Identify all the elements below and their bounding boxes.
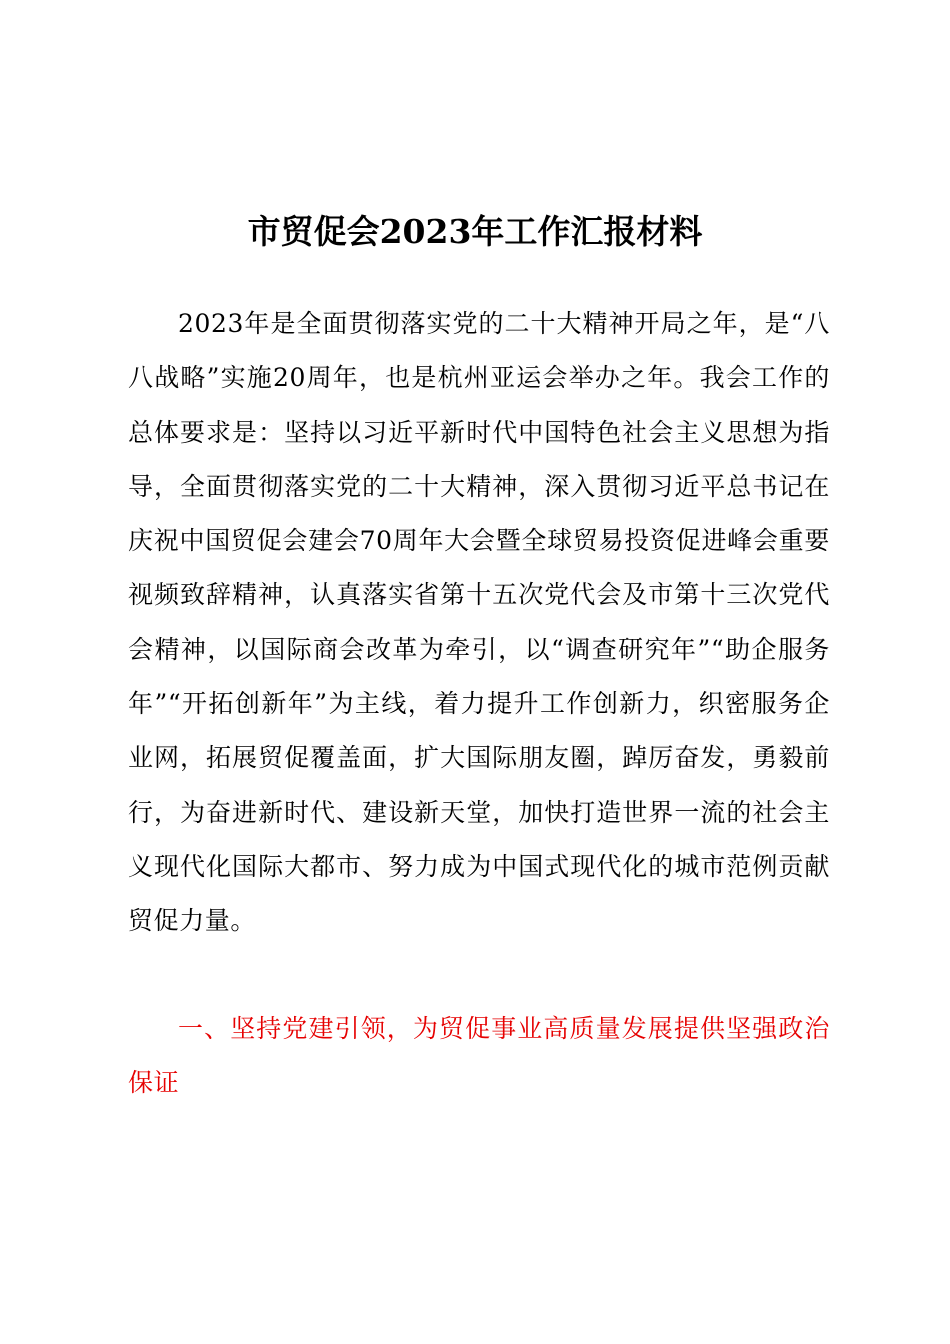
document-title: 市贸促会2023年工作汇报材料 (247, 212, 703, 251)
intro-paragraph: 2023年是全面贯彻落实党的二十大精神开局之年，是“八八战略”实施20周年，也是杭州亚运会举办之年。我会工作的总体要求是：坚持以习近平新时代中国特色社会主义思想为指导，全面贯彻落实党的二十大精神，深入贯彻习近平总书记在庆祝中国贸促会建会70周年大会暨全球贸易投资促进峰会重要视频致辞精神，认真落实省第十五次党代会及市第十三次党代会精神，以国际商会改革为牵引，以“调查研究年”“助企服务年”“开拓创新年”为主线，着力提升工作创新力，织密服务企业网，拓展贸促覆盖面，扩大国际朋友圈，踔厉奋发，勇毅前行，为奋进新时代、建设新天堂，加快打造世界一流的社会主义现代化国际大都市、努力成为中国式现代化的城市范例贡献贸促力量。 (128, 309, 830, 936)
section-heading-1: 一、坚持党建引领，为贸促事业高质量发展提供坚强政治保证 (128, 1014, 830, 1097)
